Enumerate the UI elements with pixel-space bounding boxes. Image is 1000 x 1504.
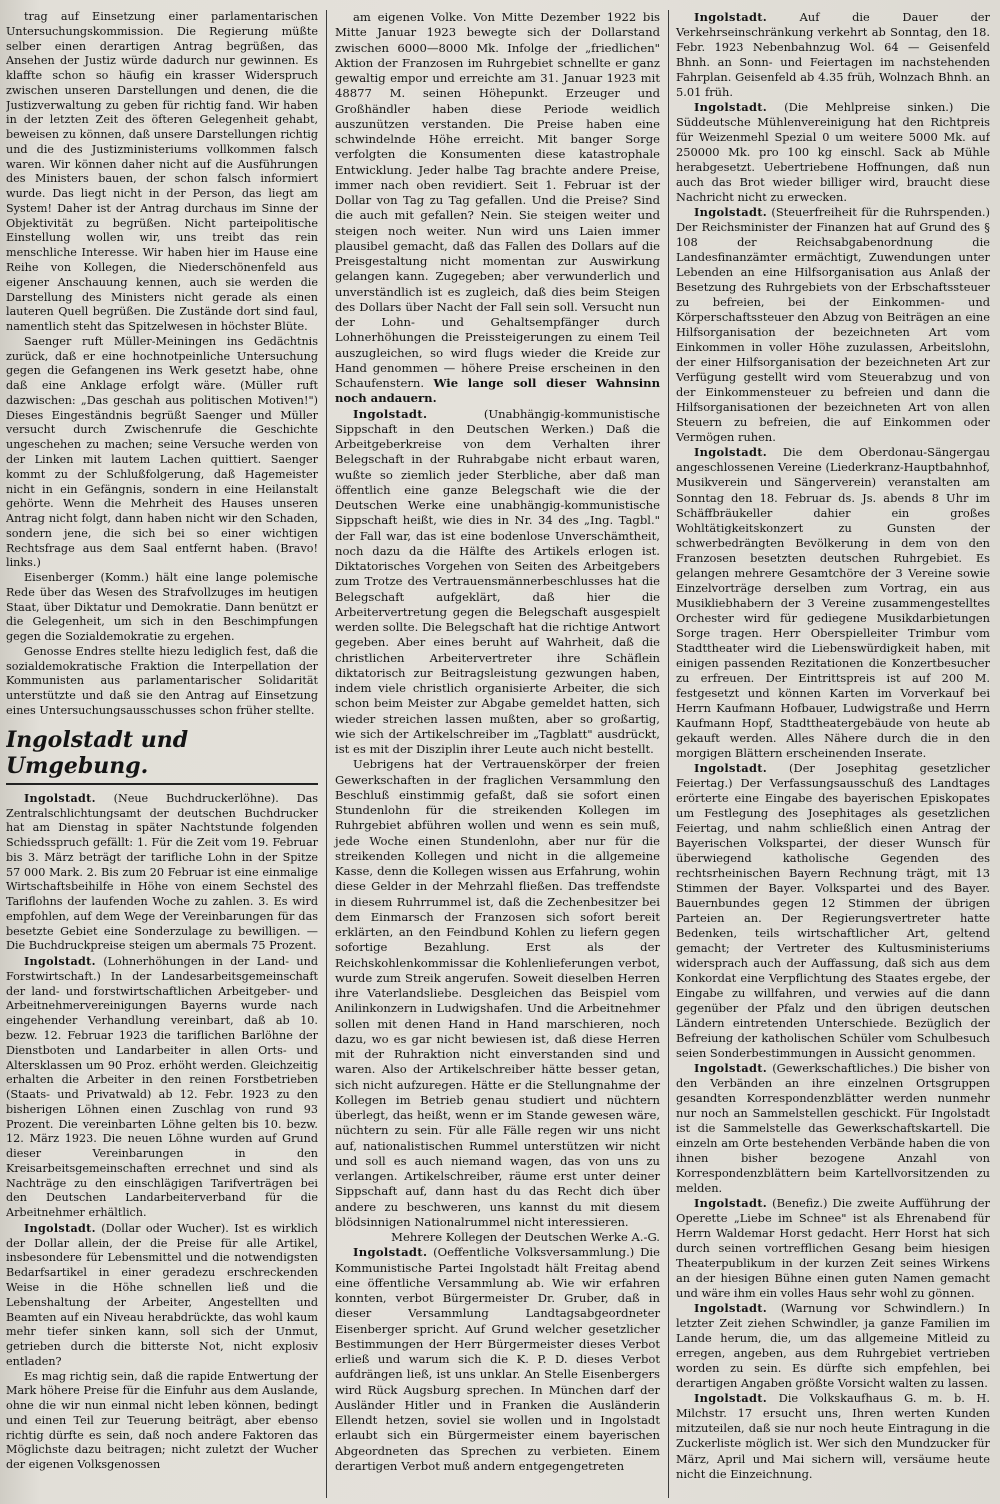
news-text: (Unabhängig-kommunistische Sippschaft in den Deutschen Werken.) Daß die Arbeitgeberkreise von dem Verhalten ihrer Belegschaft in der Ruhrabgabe nicht erbaut waren, wußte so ziemlich jeder Sterbliche, aber daß man öffentlich eine ganze Belegschaft wie die der Deutschen Werke eine unabhängig-kommunistische Sippschaft heißt, wie dies in Nr. 34 des „Ing. Tagbl." der Fall war, das ist eine bodenlose Unverschämtheit, noch dazu da die Hälfte des Artikels erlogen ist. Diktatorisches Vorgehen von Seiten des Arbeitgebers zum Trotze des Vertrauensmännerbeschlusses hat die Belegschaft aufgeklärt, daß hier die Arbeitervertretung gegen die Belegschaft ausgespielt werden sollte. Die Belegschaft hat die richtige Antwort gegeben. Aber eines beruht auf Wahrheit, daß die christlichen Arbeitervertreter ihre Schäflein diktatorisch zur Beitragsleistung gezwungen haben, indem viele christlich organisierte Arbeiter, die sich schon beim Meister zur Abgabe gemeldet hatten, sich wieder streichen lassen mußten, aber so großartig, wie sich der Artikelschreiber im „Tagblatt" ausdrückt, ist es mit der Disziplin ihrer Leute auch nicht bestellt.	[335, 406, 660, 756]
column-right	[672, 10, 990, 1498]
news-item	[6, 1221, 318, 1370]
news-text: am eigenen Volke. Von Mitte Dezember 1922 bis Mitte Januar 1923 bewegte sich der Dollarstand zwischen 6000—8000 Mk. Infolge der „friedlichen" Aktion der Franzosen im Ruhrgebiet schnellte er ganz gewaltig empor und erreichte am 31. Januar 1923 mit 48877 M. seinen Höhepunkt. Erzeuger und Großhändler haben diese Periode weidlich auszunützen verstanden. Die Preise haben eine schwindelnde Höhe erreicht. Mit banger Sorge verfolgten die Konsumenten diese katastrophale Entwicklung. Jeder halbe Tag brachte andere Preise, immer nach oben revidiert. Seit 1. Februar ist der Dollar von Tag zu Tag gefallen. Und die Preise? Sind die auch mit gefallen? Nein. Sie steigen weiter und steigen noch weiter. Nun wird uns Laien immer plausibel gemacht, daß das Fallen des Dollars auf die Preisgestaltung nicht momentan zur Auswirkung gelangen kann. Zugegeben; aber verwunderlich und unverständlich ist es zugleich, daß dies beim Steigen des Dollars über Nacht der Fall sein soll. Versucht nun der Lohn- und Gehaltsempfänger durch Lohnerhöhungen die Preissteigerungen zu einem Teil auszugleichen, so wird flugs wieder die Kreide zur Hand genommen — höhere Preise erscheinen in den Schaufenstern.	[335, 10, 660, 390]
column-left	[6, 10, 322, 1498]
column-middle	[330, 10, 665, 1498]
article-paragraph: Genosse Endres stellte hiezu lediglich fest, daß die sozialdemokratische Fraktion die Interpellation der Kommunisten aus parlamentarischer Solidarität unterstützte und daß sie den Antrag auf Einsetzung eines Untersuchungsausschusses schon früher stellte.	[6, 644, 318, 717]
dateline: Ingolstadt.	[353, 1245, 428, 1260]
news-item	[676, 1391, 990, 1481]
signature-line: Mehrere Kollegen der Deutschen Werke A.-G.	[391, 1230, 660, 1244]
dateline: Ingolstadt.	[694, 1391, 768, 1406]
news-text: (Benefiz.) Die zweite Aufführung der Operette „Liebe im Schnee" ist als Ehrenabend für Herrn Waldemar Horst gedacht. Herr Horst hat sich durch seinen vortrefflichen Gesang beim hiesigen Theaterpublikum in der kurzen Zeit seines Wirkens an der hiesigen Bühne einen guten Namen gemacht und wäre ihm ein volles Haus sehr wohl zu gönnen.	[676, 1196, 990, 1301]
article-paragraph: Eisenberger (Komm.) hält eine lange polemische Rede über das Wesen des Strafvollzuges im heutigen Staat, über Diktatur und Demokratie. Dann benützt er die Gelegenheit, um sich in den Beschimpfungen gegen die Sozialdemokratie zu ergehen.	[6, 571, 318, 644]
news-text: (Steuerfreiheit für die Ruhrspenden.) Der Reichsminister der Finanzen hat auf Grund des § 108 der Reichsabgabenordnung die Landesfinanzämter ermächtigt, Zuwendungen unter Lebenden an eine Hilfsorganisation aus Anlaß der Besetzung des Ruhrgebiets von der Erbschaftssteuer zu befreien, bei der Einkommen- und Körperschaftssteuer den Abzug von Beiträgen an eine Hilfsorganisation der bezeichneten Art vom Einkommen in voller Höhe zuzulassen, Arbeitslohn, der einer Hilfsorganisation der bezeichneten Art zur Verfügung gestellt wird vom Steuerabzug und von der Einkommensteuer zu befreien und dann die Hilfsorganisationen der bezeichneten Art von allen Steuern zu befreien, die auf Einkommen oder Vermögen ruhen.	[676, 205, 990, 445]
news-item	[676, 205, 990, 445]
news-text: (Der Josephitag gesetzlicher Feiertag.) Der Verfassungsausschuß des Landtages erörterte eine Eingabe des bayerischen Episkopates um Festlegung des Josephitages als gesetzlichen Feiertag, und nahm schließlich einen Antrag der Bayerischen Volkspartei, der dieser Wunsch für überwiegend katholische Gegenden des rechtsrheinischen Bayern Rechnung trägt, mit 13 Stimmen der Bayer. Volkspartei und des Bayer. Bauernbundes gegen 12 Stimmen der übrigen Parteien an. Der Regierungsvertreter hatte Bedenken, teils wirtschaftlicher Art, geltend gemacht; der Vertreter des Kultusministeriums widersprach auch der Auffassung, daß sich aus dem Konkordat eine Verpflichtung des Staates ergebe, der Eingabe zu willfahren, und verwies auf die dann gegenüber der Pfalz und den übrigen deutschen Ländern eintretenden Unterschiede. Bezüglich der Befreiung der katholischen Schüler vom Schulbesuch seien Sonderbestimmungen in Aussicht genommen.	[676, 760, 990, 1061]
news-text: (Lohnerhöhungen in der Land- und Forstwirtschaft.) In der Landesarbeitsgemeinschaft der land- und forstwirtschaftlichen Arbeitgeber- und Arbeitnehmervereinigungen Bayerns wurde nach eingehender Verhandlung vereinbart, daß ab 10. bezw. 12. Februar 1923 die tariflichen Barlöhne der Dienstboten und Landarbeiter in allen Orts- und Altersklassen um 90 Proz. erhöht werden. Gleichzeitig erhalten die Arbeiter in den reinen Forstbetrieben (Staats- und Privatwald) ab 12. Febr. 1923 zu den bisherigen Löhnen einen Zuschlag von rund 93 Prozent. Die vereinbarten Löhne gelten bis 10. bezw. 12. März 1923. Die neuen Löhne wurden auf Grund dieser Vereinbarungen in den Kreisarbeitsgemeinschaften errechnet und sind als Nachträge zu den einschlägigen Tarifverträgen bei den Deutschen Landarbeiterverband für die Arbeitnehmer erhältlich.	[6, 955, 318, 1220]
news-item	[335, 1245, 660, 1474]
news-text: (Neue Buchdruckerlöhne). Das Zentralschlichtungsamt der deutschen Buchdrucker hat am Dienstag in später Nachtstunde folgenden Schiedsspruch gefällt: 1. Für die Zeit vom 19. Februar bis 3. März beträgt der tarifliche Lohn in der Spitze 57 000 Mark. 2. Bis zum 20 Februar ist eine einmalige Wirtschaftsbeihilfe in Höhe von einem Sechstel des Tariflohns der laufenden Woche zu zahlen. 3. Es wird empfohlen, auf dem Wege der Vereinbarungen für das besetzte Gebiet eine Sonderzulage zu bewilligen. — Die Buchdruckpreise steigen um abermals 75 Prozent.	[6, 791, 318, 953]
news-item	[676, 761, 990, 1061]
dateline: Ingolstadt.	[694, 10, 768, 24]
emphasis-text: Wie lange soll dieser Wahnsinn noch andauern.	[335, 376, 660, 406]
article-paragraph: Es mag richtig sein, daß die rapide Entwertung der Mark höhere Preise für die Einfuhr aus dem Auslande, ohne die wir nun einmal nicht leben können, bedingt und einen Teil zur Teuerung beiträgt, aber ebenso richtig dürfte es sein, daß noch andere Faktoren das Möglichste dazu beitragen; nicht zuletzt der Wucher der eigenen Volksgenossen	[6, 1369, 318, 1472]
dateline: Ingolstadt.	[24, 954, 96, 969]
news-item	[676, 1061, 990, 1196]
news-item	[6, 791, 318, 954]
article-paragraph	[335, 10, 660, 407]
dateline: Ingolstadt.	[694, 760, 768, 775]
news-text: (Dollar oder Wucher). Ist es wirklich der Dollar allein, der die Preise für alle Artikel, insbesondere für Lebensmittel und die notwendigsten Bedarfsartikel in einer geradezu erschreckenden Weise in die Höhe schnellen ließ und die Lebenshaltung der Arbeiter, Angestellten und Beamten auf ein Niveau herabdrückte, das wohl kaum mehr tiefer sinken kann, soll sich der Unmut, getrieben durch die bitterste Not, nicht explosiv entladen?	[6, 1221, 318, 1368]
dateline: Ingolstadt.	[694, 1196, 768, 1211]
column-rule	[326, 10, 327, 1498]
dateline: Ingolstadt.	[353, 406, 428, 421]
dateline: Ingolstadt.	[24, 790, 96, 805]
dateline: Ingolstadt.	[694, 445, 768, 460]
news-item	[676, 1301, 990, 1391]
article-paragraph: Uebrigens hat der Vertrauenskörper der freien Gewerkschaften in der fraglichen Versammlung den Beschluß einstimmig gefaßt, daß sie sofort einen Stundenlohn für die streikenden Kollegen im Ruhrgebiet abführen wollen und wenn es sein muß, jede Woche einen Stundenlohn, aber nur für die streikenden Kollegen und nicht in die allgemeine Kasse, denn die Kollegen wissen aus Erfahrung, wohin diese Gelder in der Mehrzahl fließen. Das treffendste in diesem Ruhrrummel ist, daß die Zechenbesitzer bei dem Einmarsch der Franzosen sich sofort bereit erklärten, an den Feindbund Kohlen zu liefern gegen sofortige Bezahlung. Erst als der Reichskohlenkommissar die Kohlenlieferungen verbot, wurde zum Streik angerufen. Soweit dieselben Herren ihre Vaterlandsliebe. Desgleichen das Beispiel vom Anilinkonzern in Ludwigshafen. Und die Arbeitnehmer sollen mit denen Hand in Hand marschieren, noch dazu, wo es gar nicht bewiesen ist, daß diese Herren mit der Ruhraktion nicht einverstanden sind und waren. Also der Artikelschreiber hätte besser getan, sich nicht aufzuregen. Hätte er die Stellungnahme der Kollegen im Betrieb genau studiert und nüchtern überlegt, das heißt, wenn er im Stande gewesen wäre, nüchtern zu sein. Für alle Fälle regen wir uns nicht auf, nationalistischen Rummel unterstützen wir nicht und soll es auch niemand wagen, das von uns zu verlangen. Artikelschreiber, räume erst unter deiner Sippschaft auf, dann hast du das Recht dich über andere zu beschweren, uns kannst du mit diesem blödsinnigen Nationalrummel nicht interessieren.	[335, 757, 660, 1229]
news-text: (Die Mehlpreise sinken.) Die Süddeutsche Mühlenvereinigung hat den Richtpreis für Weizenmehl Spezial 0 um weitere 5000 Mk. auf 250000 Mk. pro 100 kg einschl. Sack ab Mühle herabgesetzt. Uebertriebene Hoffnungen, daß nun auch das Brot wieder billiger wird, braucht diese Nachricht nicht zu erwecken.	[676, 100, 990, 205]
article-paragraph: Saenger ruft Müller-Meiningen ins Gedächtnis zurück, daß er eine hochnotpeinliche Untersuchung gegen die Gefangenen ins Werk gesetzt habe, ohne daß eine Anklage erfolgt wäre. (Müller ruft dazwischen: „Das geschah aus politischen Motiven!") Dieses Eingeständnis begrüßt Saenger und Müller versucht durch Zwischenrufe die Geschichte ungeschehen zu machen; seine Versuche werden von der Linken mit lautem Lachen quittiert. Saenger kommt zu der Schlußfolgerung, daß Hagemeister nicht in ein Gefängnis, sondern in eine Heilanstalt gehörte. Wenn die Mehrheit des Hauses unseren Antrag nicht folgt, dann haben nicht wir den Schaden, sondern jene, die sich bei so einer wichtigen Rechtsfrage aus dem Saal entfernt haben. (Bravo! links.)	[6, 334, 318, 570]
dateline: Ingolstadt.	[694, 100, 768, 115]
dateline: Ingolstadt.	[694, 1061, 768, 1076]
article-paragraph: trag auf Einsetzung einer parlamentarischen Untersuchungskommission. Die Regierung müßte selber einen derartigen Antrag begrüßen, das Ansehen der Justiz würde dadurch nur gewinnen. Es klaffte schon so häufig ein krasser Widerspruch zwischen unseren Darstellungen und denen, die die Justizverwaltung zu geben für richtig fand. Wir haben in der letzten Zeit des öfteren Gelegenheit gehabt, beweisen zu können, daß unsere Darstellungen richtig und die des Justizministeriums vollkommen falsch waren. Wir können daher nicht auf die Ausführungen des Ministers bauen, der schon falsch informiert wurde. Das liegt nicht in der Person, das liegt am System! Daher ist der Antrag durchaus im Sinne der Objektivität zu begrüßen. Nicht parteipolitische Einstellung wollen wir, uns treibt das rein menschliche Interesse. Wir haben hier im Hause eine Reihe von Kollegen, die Niederschönenfeld aus eigener Anschauung kennen, auch sie werden die Darstellung des Ministers nicht gerade als einen lauteren Quell begrüßen. Die Zustände dort sind faul, namentlich steht das Spitzelwesen in höchster Blüte.	[6, 10, 318, 334]
news-text: Die Volkskaufhaus G. m. b. H. Milchstr. 17 ersucht uns, Ihren werten Kunden mitzuteilen, daß sie nur noch heute Eintragung in die Zuckerliste möglich ist. Wer sich den Mundzucker für März, April und Mai sichern will, versäume heute nicht die Einzeichnung.	[676, 1391, 990, 1481]
news-text: Die dem Oberdonau-Sängergau angeschlossenen Vereine (Liederkranz-Hauptbahnhof, Musikverein und Sängerverein) veranstalten am Sonntag den 18. Februar ds. Js. abends 8 Uhr im Schäffbräukeller dahier ein großes Wohltätigkeitskonzert zu Gunsten der schwerbedrängten Bevölkerung in dem von den Franzosen besetzten deutschen Ruhrgebiet. Es gelangen mehrere Gesamtchöre der 3 Vereine sowie Einzelvorträge derselben zum Vortrag, ein aus Musikliebhabern der 3 Vereine zusammengestelltes Orchester wird für gediegene Musikdarbietungen Sorge tragen. Herr Oberspielleiter Trimbur vom Stadttheater wird die Liebenswürdigkeit haben, mit einigen passenden Rezitationen die Konzertbesucher zu erfreuen. Der Eintrittspreis ist auf 200 M. festgesetzt und können Karten im Vorverkauf bei Herrn Kaufmann Hofbauer, Ludwigstraße und Herrn Kaufmann Hopf, Stadttheatergebäude von heute ab gekauft werden. Alles Nähere durch die in den morgigen Blättern erscheinenden Inserate.	[676, 445, 990, 760]
news-item	[676, 1196, 990, 1301]
column-rule	[668, 10, 669, 1498]
dateline: Ingolstadt.	[694, 1301, 768, 1316]
news-item	[6, 954, 318, 1221]
news-text: (Warnung vor Schwindlern.) In letzter Zeit ziehen Schwindler, ja ganze Familien im Lande herum, die, um das allgemeine Mitleid zu erregen, angeben, aus dem Ruhrgebiet vertrieben worden zu sein. Es dürfte sich empfehlen, bei derartigen Angaben größte Vorsicht walten zu lassen.	[676, 1301, 990, 1391]
news-item	[676, 10, 990, 100]
news-item	[676, 445, 990, 760]
news-text: (Gewerkschaftliches.) Die bisher von den Verbänden an ihre einzelnen Ortsgruppen gesandten Korrespondenzblätter werden nunmehr nur noch an Sammelstellen geschickt. Für Ingolstadt ist die Sammelstelle das Gewerkschaftskartell. Die einzeln am Orte bestehenden Verbände haben die von ihnen bisher bezogene Anzahl von Korrespondenzblättern beim Kartellvorsitzenden zu melden.	[676, 1061, 990, 1196]
news-item	[676, 100, 990, 205]
news-text: (Oeffentliche Volksversammlung.) Die Kommunistische Partei Ingolstadt hält Freitag abend eine öffentliche Versammlung ab. Wie wir erfahren konnten, verbot Bürgermeister Dr. Gruber, daß in dieser Versammlung Landtagsabgeordneter Eisenberger spricht. Auf Grund welcher gesetzlicher Bestimmungen der Herr Bürgermeister dieses Verbot erließ und warum sich die K. P. D. dieses Verbot aufdrängen ließ, ist uns unklar. An Stelle Eisenbergers wird Rück Augsburg sprechen. In München darf der Ausländer Hitler und in Franken die Ausländerin Ellendt hetzen, soviel sie wollen und in Ingolstadt erlaubt sich ein Bürgermeister einem bayerischen Abgeordneten das Sprechen zu verbieten. Einem derartigen Verbot muß andern entgegengetreten	[335, 1245, 660, 1473]
news-text: Auf die Dauer der Verkehrseinschränkung verkehrt ab Sonntag, den 18. Febr. 1923 Nebenbahnzug Wol. 64 — Geisenfeld Bhnh. an Sonn- und Feiertagen im nachstehenden Fahrplan. Geisenfeld ab 4.35 früh, Wolnzach Bhnh. an 5.01 früh.	[676, 10, 990, 100]
dateline: Ingolstadt.	[694, 205, 768, 220]
news-item	[335, 407, 660, 758]
section-heading: Ingolstadt und Umgebung.	[6, 727, 318, 785]
dateline: Ingolstadt.	[24, 1220, 96, 1235]
